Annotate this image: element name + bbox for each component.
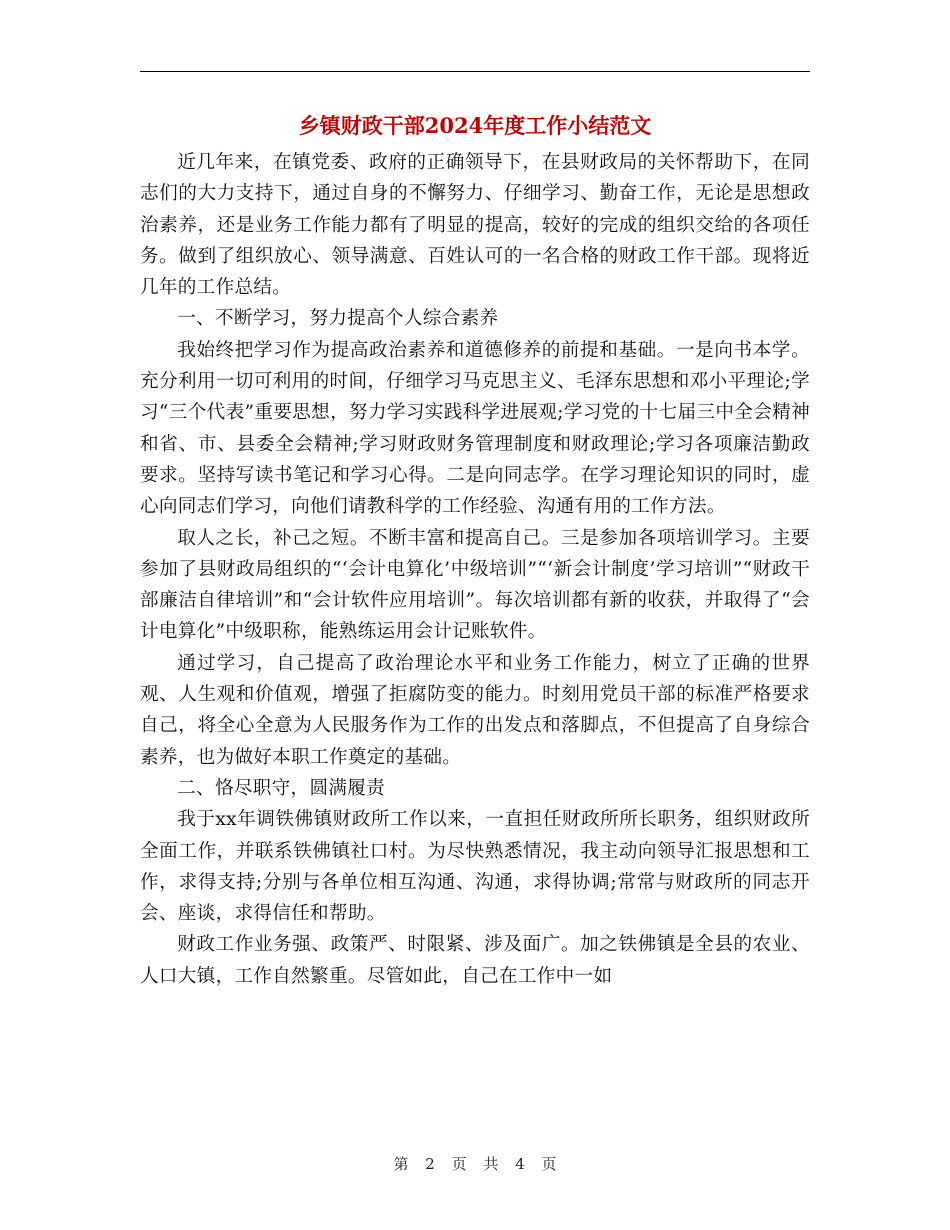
section-heading-1: 一、不断学习，努力提高个人综合素养 [177,308,499,330]
paragraph: 我始终把学习作为提高政治素养和道德修养的前提和基础。一是向书本学。充分利用一切可利用的时间，仔细学习马克思主义、毛泽东思想和邓小平理论;学习“三个代表”重要思想，努力学习实践科学进展观;学习党的十七届三中全会精神和省、市、县委全会精神;学习财政财务管理制度和财政理论;学习各项廉洁勤政要求。坚持写读书笔记和学习心得。二是向同志学。在学习理论知识的同时，虚心向同志们学习，向他们请教科学的工作经验、沟通有用的工作方法。 [140,339,810,518]
paragraph: 财政工作业务强、政策严、时限紧、涉及面广。加之铁佛镇是全县的农业、人口大镇，工作自然繁重。尽管如此，自己在工作中一如 [140,934,810,987]
paragraph-intro: 近几年来，在镇党委、政府的正确领导下，在县财政局的关怀帮助下，在同志们的大力支持下，通过自身的不懈努力、仔细学习、勤奋工作，无论是思想政治素养，还是业务工作能力都有了明显的提高，较好的完成的组织交给的各项任务。做到了组织放心、领导满意、百姓认可的一名合格的财政工作干部。现将近几年的工作总结。 [140,152,810,299]
header-rule [140,71,810,72]
footer-page-prefix: 第 [393,1155,409,1173]
footer-current-page: 2 [425,1155,435,1173]
footer-page-word: 页 [451,1155,467,1173]
section-heading-2: 二、恪尽职守，圆满履责 [177,777,386,799]
document-body [140,147,810,992]
footer-total-pages: 4 [515,1155,525,1173]
page-footer [0,1152,950,1176]
footer-total-suffix: 页 [541,1155,557,1173]
paragraph: 我于xx年调铁佛镇财政所工作以来，一直担任财政所所长职务，组织财政所全面工作，并联系铁佛镇社口村。为尽快熟悉情况，我主动向领导汇报思想和工作，求得支持;分别与各单位相互沟通、沟通，求得协调;常常与财政所的同志开会、座谈，求得信任和帮助。 [140,809,810,925]
paragraph: 取人之长，补己之短。不断丰富和提高自己。三是参加各项培训学习。主要参加了县财政局组织的“‘会计电算化’中级培训”“‘新会计制度’学习培训”“财政干部廉洁自律培训”和“会计软件应用培训”。每次培训都有新的收获，并取得了“会计电算化”中级职称，能熟练运用会计记账软件。 [140,527,810,643]
paragraph: 通过学习，自己提高了政治理论水平和业务工作能力，树立了正确的世界观、人生观和价值观，增强了拒腐防变的能力。时刻用党员干部的标准严格要求自己，将全心全意为人民服务作为工作的出发点和落脚点，不但提高了自身综合素养，也为做好本职工作奠定的基础。 [140,652,810,768]
footer-total-prefix: 共 [483,1155,499,1173]
document-title: 乡镇财政干部2024年度工作小结范文 [298,113,652,138]
